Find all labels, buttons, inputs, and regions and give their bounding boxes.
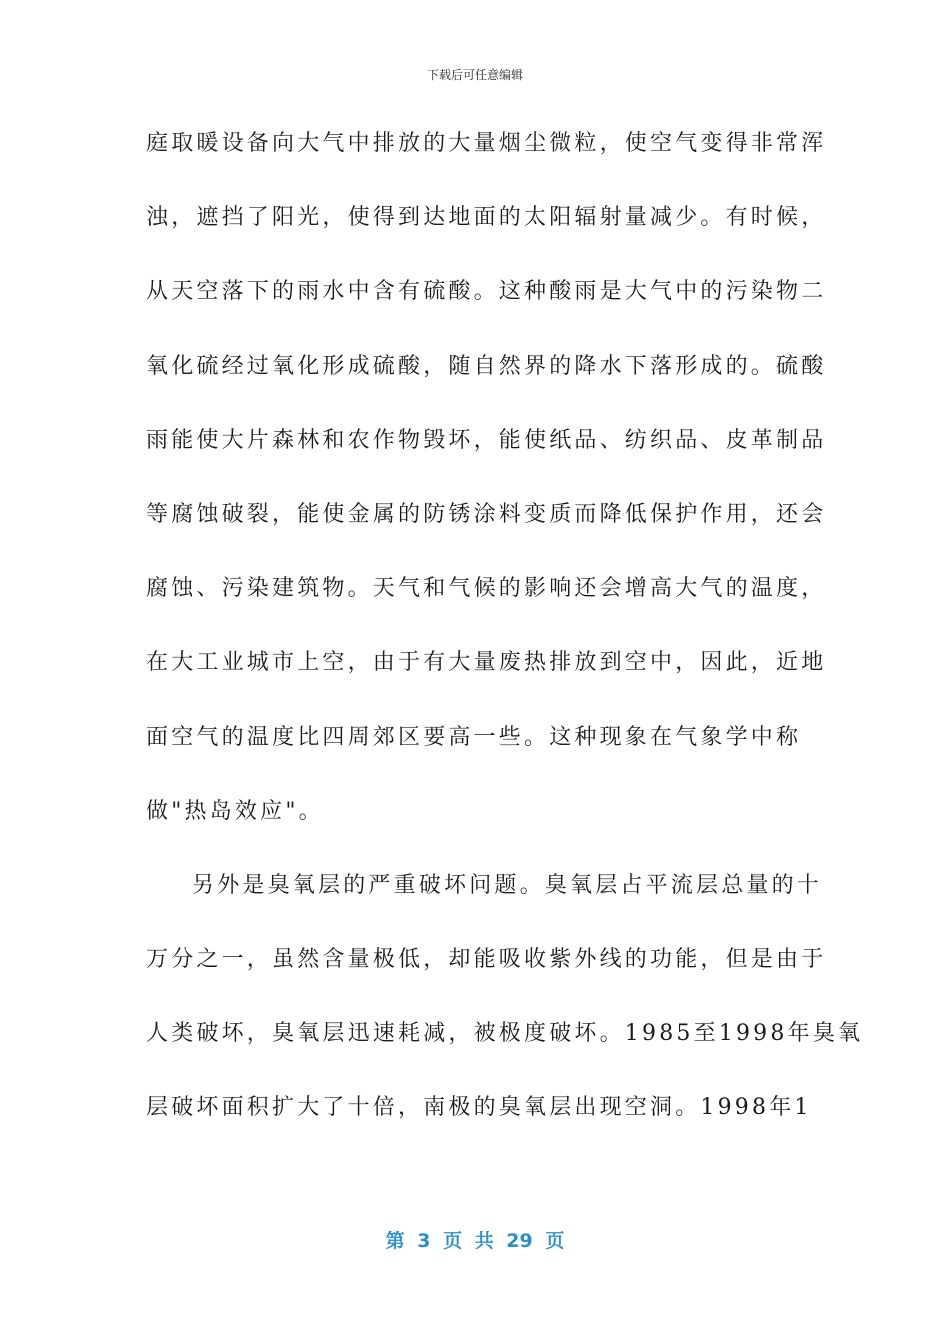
- body-line: 等腐蚀破裂，能使金属的防锈涂料变质而降低保护作用，还会: [146, 501, 827, 527]
- body-line: 从天空落下的雨水中含有硫酸。这种酸雨是大气中的污染物二: [146, 279, 827, 305]
- document-body: [146, 124, 864, 1163]
- paragraph-start-line: 另外是臭氧层的严重破坏问题。臭氧层占平流层总量的十: [192, 872, 823, 898]
- page-number-footer: 第 3 页 共 29 页: [385, 1230, 565, 1252]
- body-line: 氧化硫经过氧化形成硫酸，随自然界的降水下落形成的。硫酸: [146, 353, 827, 379]
- page-header: 下载后可任意编辑: [426, 68, 523, 82]
- body-line: 层破坏面积扩大了十倍，南极的臭氧层出现空洞。1998年1: [146, 1095, 812, 1121]
- body-line: 做"热岛效应"。: [146, 798, 324, 824]
- body-line: 人类破坏，臭氧层迅速耗减，被极度破坏。1985至1998年臭氧: [146, 1021, 864, 1047]
- body-line: 浊，遮挡了阳光，使得到达地面的太阳辐射量减少。有时候，: [146, 205, 827, 231]
- body-line: 面空气的温度比四周郊区要高一些。这种现象在气象学中称: [146, 724, 802, 750]
- body-line: 万分之一，虽然含量极低，却能吸收紫外线的功能，但是由于: [146, 947, 827, 973]
- body-line: 在大工业城市上空，由于有大量废热排放到空中，因此，近地: [146, 650, 827, 676]
- body-line: 庭取暖设备向大气中排放的大量烟尘微粒，使空气变得非常浑: [146, 131, 827, 156]
- body-line: 腐蚀、污染建筑物。天气和气候的影响还会增高大气的温度，: [146, 576, 827, 602]
- body-line: 雨能使大片森林和农作物毁坏，能使纸品、纺织品、皮革制品: [146, 427, 827, 453]
